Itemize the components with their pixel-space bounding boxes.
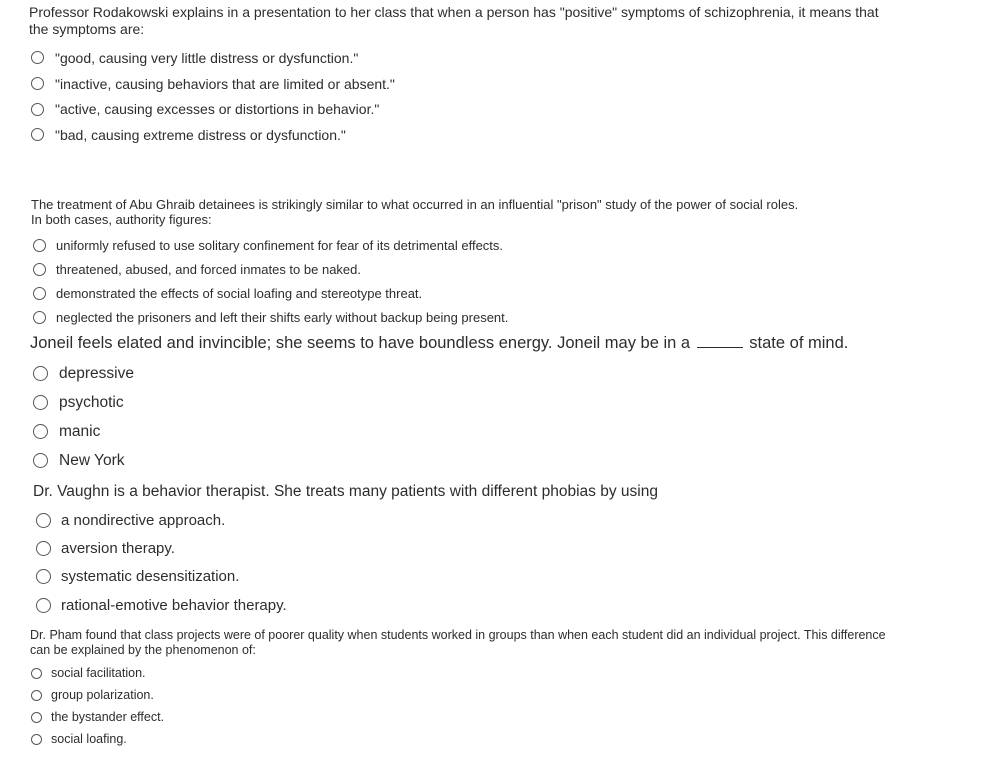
option-label[interactable]: social loafing.: [51, 732, 127, 746]
question-2-option-d[interactable]: [31, 305, 981, 329]
radio-button[interactable]: [31, 690, 42, 701]
question-2-options: [31, 233, 981, 329]
question-1-option-d[interactable]: [29, 122, 989, 148]
option-label[interactable]: "good, causing very little distress or dysfunction.": [55, 49, 359, 66]
option-label[interactable]: manic: [59, 422, 101, 440]
option-label[interactable]: depressive: [59, 364, 134, 382]
question-5-option-a[interactable]: [30, 662, 992, 684]
question-2-option-c[interactable]: [31, 281, 981, 305]
question-3-stem-before: Joneil feels elated and invincible; she seems to have boundless energy. Joneil may be in a: [30, 334, 691, 352]
option-label[interactable]: demonstrated the effects of social loafing and stereotype threat.: [56, 285, 423, 301]
option-label[interactable]: rational-emotive behavior therapy.: [61, 596, 287, 614]
option-label[interactable]: the bystander effect.: [51, 710, 165, 724]
question-4-options: [33, 506, 983, 619]
question-4-option-d[interactable]: [33, 591, 983, 619]
question-1-option-b[interactable]: [29, 71, 989, 97]
question-5-options: [30, 662, 992, 750]
question-5-stem: Dr. Pham found that class projects were of poorer quality when students worked in groups than when each student did an individual project. This difference can be explained by the phenomenon of:: [30, 628, 886, 657]
option-label[interactable]: social facilitation.: [51, 666, 146, 680]
option-label[interactable]: aversion therapy.: [61, 539, 175, 557]
question-1: [29, 4, 989, 148]
radio-button[interactable]: [31, 103, 44, 116]
radio-button[interactable]: [31, 734, 42, 745]
question-4-option-b[interactable]: [33, 534, 983, 562]
radio-button[interactable]: [33, 424, 48, 439]
question-5-option-b[interactable]: [30, 684, 992, 706]
question-5: [30, 628, 992, 750]
radio-button[interactable]: [33, 366, 48, 381]
radio-button[interactable]: [36, 513, 51, 528]
question-3-options: [30, 359, 980, 475]
option-label[interactable]: "bad, causing extreme distress or dysfunction.": [55, 126, 346, 143]
question-3-option-c[interactable]: [30, 417, 980, 446]
option-label[interactable]: "active, causing excesses or distortions in behavior.": [55, 101, 380, 118]
question-5-option-c[interactable]: [30, 706, 992, 728]
question-5-option-d[interactable]: [30, 728, 992, 750]
question-3: [30, 332, 980, 475]
radio-button[interactable]: [33, 395, 48, 410]
question-3-stem-after: state of mind.: [749, 334, 849, 352]
fill-in-blank: [697, 332, 743, 348]
question-2: [31, 197, 981, 329]
option-label[interactable]: systematic desensitization.: [61, 568, 240, 586]
option-label[interactable]: New York: [59, 451, 125, 469]
radio-button[interactable]: [36, 541, 51, 556]
radio-button[interactable]: [36, 569, 51, 584]
option-label[interactable]: psychotic: [59, 393, 124, 411]
question-1-options: [29, 45, 989, 148]
radio-button[interactable]: [36, 598, 51, 613]
option-label[interactable]: threatened, abused, and forced inmates to be naked.: [56, 261, 361, 277]
question-2-option-a[interactable]: [31, 233, 981, 257]
question-4-option-a[interactable]: [33, 506, 983, 534]
radio-button[interactable]: [33, 453, 48, 468]
option-label[interactable]: a nondirective approach.: [61, 511, 226, 529]
question-4-option-c[interactable]: [33, 563, 983, 591]
question-2-stem: The treatment of Abu Ghraib detainees is strikingly similar to what occurred in an influential "prison" study of the power of social roles. In both cases, authority figures:: [31, 197, 799, 227]
question-2-option-b[interactable]: [31, 257, 981, 281]
question-1-stem: Professor Rodakowski explains in a presentation to her class that when a person has "positive" symptoms of schizophrenia, it means that the symptoms are:: [29, 4, 879, 37]
radio-button[interactable]: [33, 311, 46, 324]
option-label[interactable]: group polarization.: [51, 688, 154, 702]
radio-button[interactable]: [31, 668, 42, 679]
option-label[interactable]: neglected the prisoners and left their shifts early without backup being present.: [56, 309, 509, 325]
radio-button[interactable]: [31, 128, 44, 141]
option-label[interactable]: uniformly refused to use solitary confinement for fear of its detrimental effects.: [56, 237, 504, 253]
question-4: [33, 481, 983, 619]
radio-button[interactable]: [31, 77, 44, 90]
option-label[interactable]: "inactive, causing behaviors that are limited or absent.": [55, 75, 395, 92]
question-3-option-b[interactable]: [30, 388, 980, 417]
question-1-option-c[interactable]: [29, 96, 989, 122]
radio-button[interactable]: [33, 263, 46, 276]
radio-button[interactable]: [33, 239, 46, 252]
question-1-option-a[interactable]: [29, 45, 989, 71]
radio-button[interactable]: [31, 51, 44, 64]
question-3-stem: [30, 332, 980, 354]
radio-button[interactable]: [33, 287, 46, 300]
question-3-option-d[interactable]: [30, 446, 980, 475]
question-4-stem: Dr. Vaughn is a behavior therapist. She treats many patients with different phobias by using: [33, 483, 658, 500]
radio-button[interactable]: [31, 712, 42, 723]
question-3-option-a[interactable]: [30, 359, 980, 388]
